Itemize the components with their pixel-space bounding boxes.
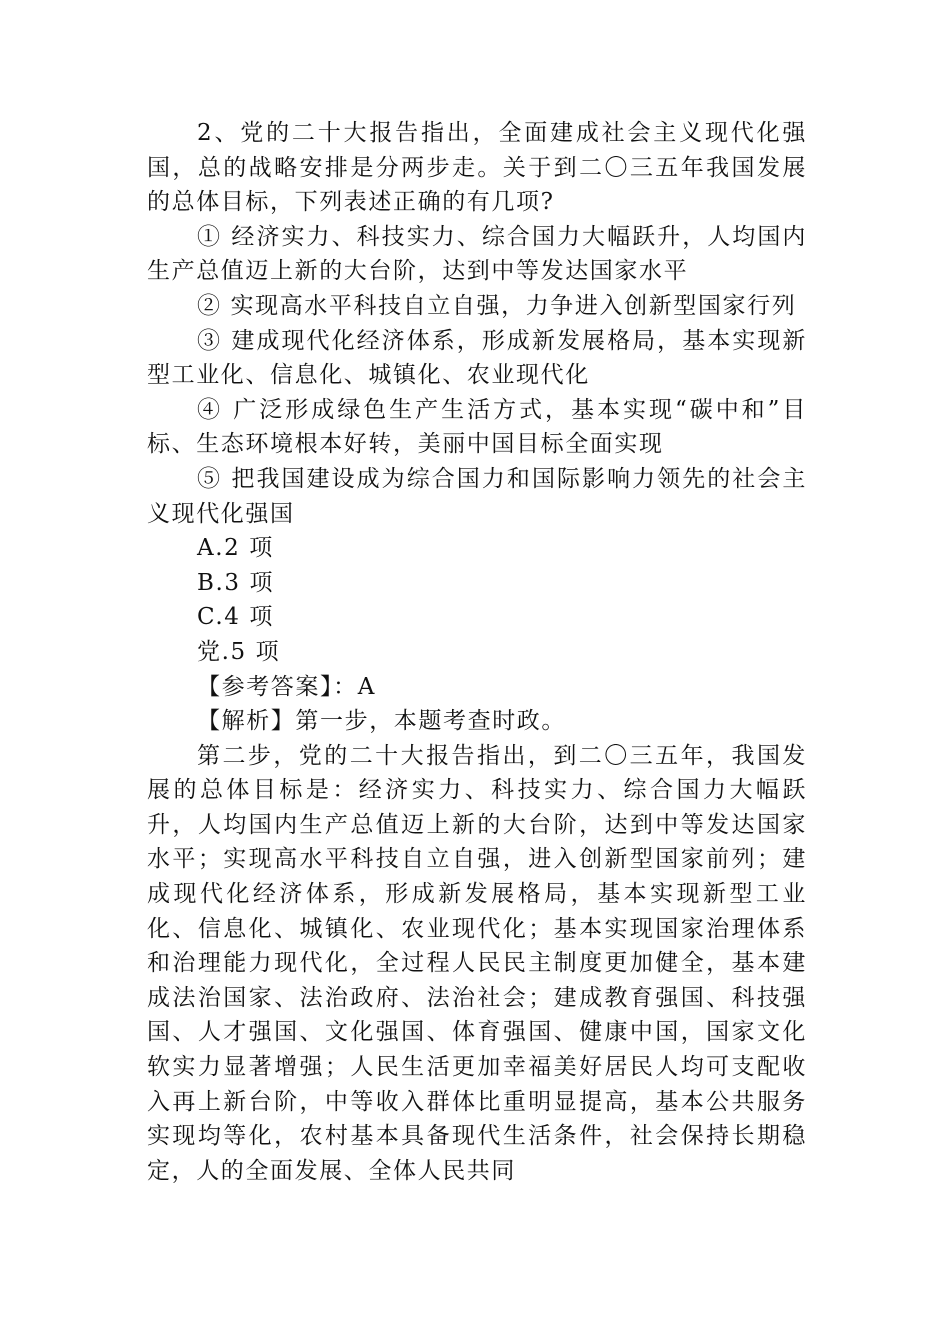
statement-item-4: ④ 广泛形成绿色生产生活方式，基本实现“碳中和”目标、生态环境根本好转，美丽中国目标全面实现 — [147, 396, 807, 458]
reference-answer: 【参考答案】：A — [197, 673, 376, 700]
option-d: 党.5 项 — [197, 638, 281, 665]
analysis-step-1: 【解析】第一步，本题考查时政。 — [197, 708, 566, 735]
option-b: B.3 项 — [197, 569, 275, 596]
question-text: 2、党的二十大报告指出，全面建成社会主义现代化强国，总的战略安排是分两步走。关于到二〇三五年我国发展的总体目标，下列表述正确的有几项? — [147, 120, 807, 216]
option-a: A.2 项 — [197, 535, 274, 562]
statement-item-1: ① 经济实力、科技实力、综合国力大幅跃升，人均国内生产总值迈上新的大台阶，达到中等发达国家水平 — [147, 223, 807, 285]
statement-item-2: ② 实现高水平科技自立自强，力争进入创新型国家行列 — [197, 292, 797, 319]
statement-item-5: ⑤ 把我国建设成为综合国力和国际影响力领先的社会主义现代化强国 — [147, 465, 807, 527]
option-c: C.4 项 — [197, 604, 275, 631]
analysis-step-2: 第二步，党的二十大报告指出，到二〇三五年，我国发展的总体目标是：经济实力、科技实力、综合国力大幅跃升，人均国内生产总值迈上新的大台阶，达到中等发达国家水平；实现高水平科技自立自强，进入创新型国家前列；建成现代化经济体系，形成新发展格局，基本实现新型工业化、信息化、城镇化、农业现代化；基本实现国家治理体系和治理能力现代化，全过程人民民主制度更加健全，基本建成法治国家、法治政府、法治社会；建成教育强国、科技强国、人才强国、文化强国、体育强国、健康中国，国家文化软实力显著增强；人民生活更加幸福美好居民人均可支配收入再上新台阶，中等收入群体比重明显提高，基本公共服务实现均等化，农村基本具备现代生活条件，社会保持长期稳定，人的全面发展、全体人民共同 — [147, 742, 807, 1184]
document-body — [147, 116, 807, 1188]
statement-item-3: ③ 建成现代化经济体系，形成新发展格局，基本实现新型工业化、信息化、城镇化、农业现代化 — [147, 327, 807, 389]
